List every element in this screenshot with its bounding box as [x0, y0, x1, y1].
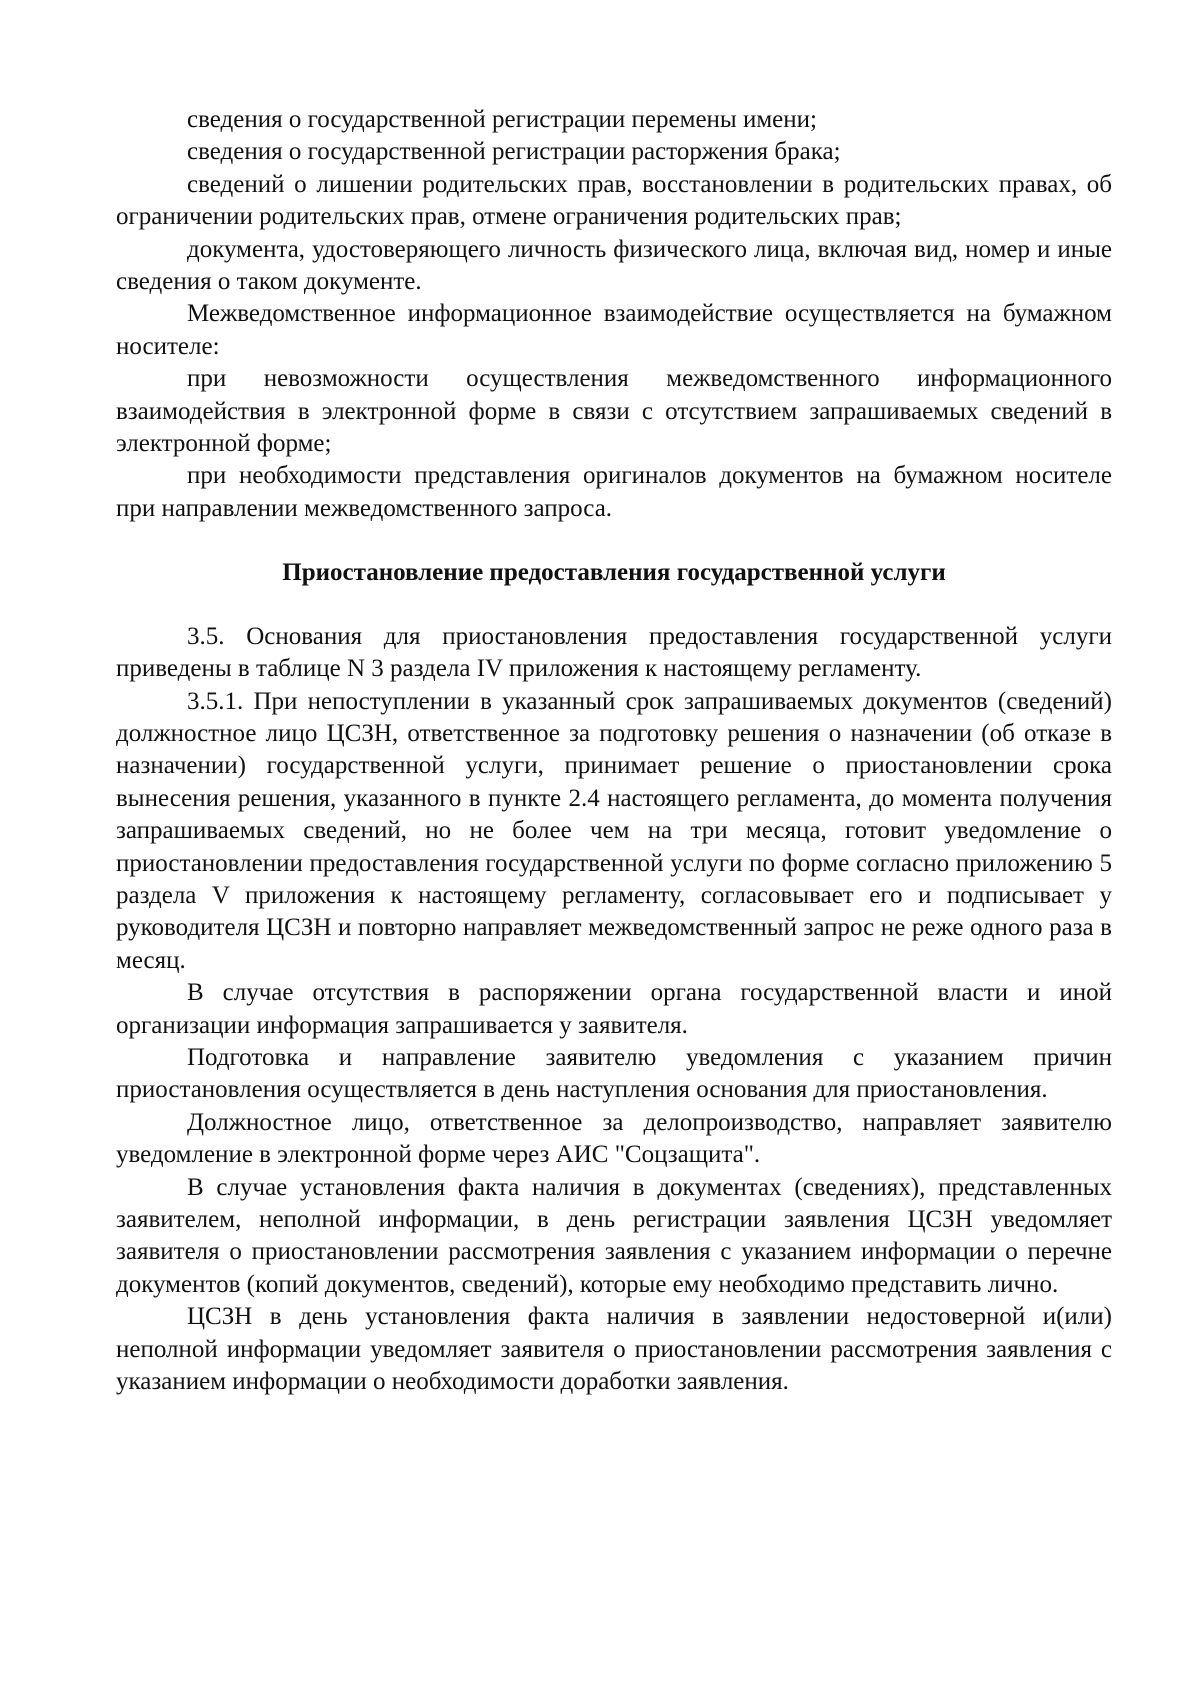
paragraph-incomplete-info: В случае установления факта наличия в документах (сведениях), представленных заявителем, неполной информации, в день регистрации заявления ЦСЗН уведомляет заявителя о приостановлении рассмотрения заявления с указанием информации о перечне документов (копий документов, сведений), которые ему необходимо представить лично. — [116, 1173, 1112, 1298]
paragraph-3-5: 3.5. Основания для приостановления предоставления государственной услуги приведены в таблице N 3 раздела IV приложения к настоящему регламенту. — [116, 622, 1112, 683]
paragraph-notification-preparation: Подготовка и направление заявителю уведомления с указанием причин приостановления осуществляется в день наступления основания для приостановления. — [116, 1043, 1112, 1104]
paragraph-absence-of-info: В случае отсутствия в распоряжении органа государственной власти и иной организации информация запрашивается у заявителя. — [116, 979, 1112, 1039]
paragraph-name-change: сведения о государственной регистрации перемены имени; — [187, 106, 817, 133]
paragraph-unreliable-info: ЦСЗН в день установления факта наличия в заявлении недостоверной и(или) неполной информации уведомляет заявителя о приостановлении рассмотрения заявления с указанием информации о необходимости доработки заявления. — [116, 1303, 1112, 1396]
document-page — [116, 104, 1112, 1398]
paragraph-official-notification: Должностное лицо, ответственное за делопроизводство, направляет заявителю уведомление в электронной форме через АИС "Соцзащита". — [116, 1108, 1112, 1169]
paragraph-3-5-1: 3.5.1. При непоступлении в указанный срок запрашиваемых документов (сведений) должностное лицо ЦСЗН, ответственное за подготовку решения о назначении (об отказе в назначении) государственной услуги, принимает решение о приостановлении срока вынесения решения, указанного в пункте 2.4 настоящего регламента, до момента получения запрашиваемых сведений, но не более чем на три месяца, готовит уведомление о приостановлении предоставления государственной услуги по форме согласно приложению 5 раздела V приложения к настоящему регламенту, согласовывает его и подписывает у руководителя ЦСЗН и повторно направляет межведомственный запрос не реже одного раза в месяц. — [116, 687, 1112, 974]
paragraph-originals-required: при необходимости представления оригиналов документов на бумажном носителе при направлении межведомственного запроса. — [116, 462, 1112, 522]
section-heading: Приостановление предоставления государственной услуги — [282, 559, 946, 587]
paragraph-identity-document: документа, удостоверяющего личность физического лица, включая вид, номер и иные сведения о таком документе. — [116, 235, 1112, 296]
paragraph-paper-interaction: Межведомственное информационное взаимодействие осуществляется на бумажном носителе: — [116, 300, 1112, 360]
paragraph-impossibility-electronic: при невозможности осуществления межведомственного информационного взаимодействия в электронной форме в связи с отсутствием запрашиваемых сведений в электронной форме; — [116, 365, 1112, 458]
paragraph-parental-rights: сведений о лишении родительских прав, восстановлении в родительских правах, об ограничении родительских прав, отмене ограничения родительских прав; — [116, 170, 1112, 231]
paragraph-divorce: сведения о государственной регистрации расторжения брака; — [187, 138, 841, 166]
